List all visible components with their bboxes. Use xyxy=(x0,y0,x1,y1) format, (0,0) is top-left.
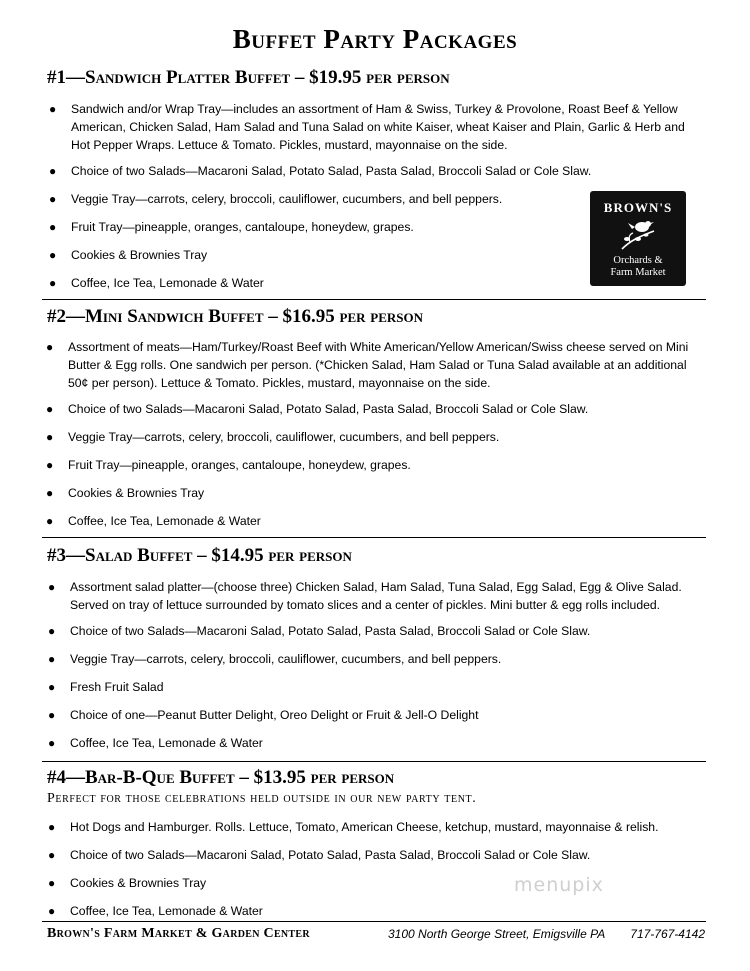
package-4-heading: #4—Bar-B-Que Buffet – $13.95 per person xyxy=(47,767,395,788)
list-item: ● Assortment of meats—Ham/Turkey/Roast Beef with White American/Yellow American/Swiss cheese served on Mini xyxy=(46,340,689,354)
footer-divider xyxy=(42,921,706,922)
footer xyxy=(47,926,705,944)
watermark: menupix xyxy=(514,874,604,896)
list-item: ● Assortment salad platter—(choose three) Chicken Salad, Ham Salad, Tuna Salad, Egg Salad, Egg & Olive Salad. xyxy=(48,580,682,594)
bullet-icon: ● xyxy=(48,708,56,722)
list-item: ● Cookies & Brownies Tray xyxy=(49,248,208,262)
section-divider xyxy=(42,537,706,538)
bullet-icon: ● xyxy=(48,736,56,750)
list-item: ● Choice of two Salads—Macaroni Salad, Potato Salad, Pasta Salad, Broccoli Salad or Cole Slaw. xyxy=(49,164,592,178)
section-divider xyxy=(42,761,706,762)
package-4-subtitle: Perfect for those celebrations held outside in our new party tent. xyxy=(47,791,477,806)
logo-brand: BROWN'S xyxy=(603,200,673,215)
footer-address: 3100 North George Street, Emigsville PA xyxy=(388,927,606,941)
package-3-heading: #3—Salad Buffet – $14.95 per person xyxy=(47,545,352,566)
logo-line-2: Farm Market xyxy=(610,267,666,278)
list-item: ● Cookies & Brownies Tray xyxy=(48,876,207,890)
footer-phone: 717-767-4142 xyxy=(630,927,705,941)
list-item: ● Cookies & Brownies Tray xyxy=(46,486,205,500)
bullet-icon: ● xyxy=(48,652,56,666)
bullet-icon: ● xyxy=(46,458,54,472)
section-divider xyxy=(42,299,706,300)
list-item: ● Veggie Tray—carrots, celery, broccoli, cauliflower, cucumbers, and bell peppers. xyxy=(48,652,502,666)
bullet-icon: ● xyxy=(46,402,54,416)
bullet-icon: ● xyxy=(49,220,57,234)
list-item: ● Choice of two Salads—Macaroni Salad, Potato Salad, Pasta Salad, Broccoli Salad or Cole Slaw. xyxy=(46,402,589,416)
footer-store-name: Brown's Farm Market & Garden Center xyxy=(47,926,310,941)
list-item: ● Coffee, Ice Tea, Lemonade & Water xyxy=(48,904,263,918)
list-item: ● Coffee, Ice Tea, Lemonade & Water xyxy=(46,514,261,528)
list-item: ● Choice of one—Peanut Butter Delight, Oreo Delight or Fruit & Jell-O Delight xyxy=(48,708,479,722)
list-item: ● Choice of two Salads—Macaroni Salad, Potato Salad, Pasta Salad, Broccoli Salad or Cole Slaw. xyxy=(48,848,591,862)
bullet-icon: ● xyxy=(46,430,54,444)
list-item-continued: Served on tray of lettuce surrounded by tomato slices and a center of pickles. Mini butter & egg rolls included. xyxy=(70,598,661,612)
package-1-heading: #1—Sandwich Platter Buffet – $19.95 per person xyxy=(47,67,450,88)
list-item: ● Hot Dogs and Hamburger. Rolls. Lettuce, Tomato, American Cheese, ketchup, mustard, mayonnaise & relish. xyxy=(48,820,659,834)
list-item: ● Fresh Fruit Salad xyxy=(48,680,164,694)
list-item: ● Coffee, Ice Tea, Lemonade & Water xyxy=(49,276,264,290)
bullet-icon: ● xyxy=(48,624,56,638)
bullet-icon: ● xyxy=(49,192,57,206)
list-item: ● Sandwich and/or Wrap Tray—includes an assortment of Ham & Swiss, Turkey & Provolone, Roast Beef & Yellow xyxy=(49,102,678,116)
list-item: ● Fruit Tray—pineapple, oranges, cantaloupe, honeydew, grapes. xyxy=(49,220,414,234)
list-item-continued: American, Chicken Salad, Ham Salad and Tuna Salad on white Kaiser, wheat Kaiser and Plain, Garlic & Herb and xyxy=(71,120,685,134)
bullet-icon: ● xyxy=(46,486,54,500)
bullet-icon: ● xyxy=(49,248,57,262)
bullet-icon: ● xyxy=(48,580,56,594)
bullet-icon: ● xyxy=(48,876,56,890)
list-item: ● Choice of two Salads—Macaroni Salad, Potato Salad, Pasta Salad, Broccoli Salad or Cole Slaw. xyxy=(48,624,591,638)
logo-line-1: Orchards & xyxy=(613,255,663,266)
bullet-icon: ● xyxy=(46,514,54,528)
bullet-icon: ● xyxy=(48,904,56,918)
page-title: Buffet Party Packages xyxy=(232,24,518,54)
list-item: ● Fruit Tray—pineapple, oranges, cantaloupe, honeydew, grapes. xyxy=(46,458,411,472)
list-item: ● Veggie Tray—carrots, celery, broccoli, cauliflower, cucumbers, and bell peppers. xyxy=(49,192,503,206)
list-item: ● Veggie Tray—carrots, celery, broccoli, cauliflower, cucumbers, and bell peppers. xyxy=(46,430,500,444)
bullet-icon: ● xyxy=(49,164,57,178)
bullet-icon: ● xyxy=(49,276,57,290)
bullet-icon: ● xyxy=(48,680,56,694)
package-2-heading: #2—Mini Sandwich Buffet – $16.95 per person xyxy=(47,306,423,327)
bullet-icon: ● xyxy=(49,102,57,116)
bullet-icon: ● xyxy=(48,820,56,834)
bullet-icon: ● xyxy=(46,340,54,354)
list-item-continued: Hot Pepper Wraps. Lettuce & Tomato. Pickles, mustard, mayonnaise on the side. xyxy=(71,138,508,152)
list-item: ● Coffee, Ice Tea, Lemonade & Water xyxy=(48,736,263,750)
browns-logo xyxy=(590,191,686,286)
list-item-continued: 50¢ per person). Lettuce & Tomato. Pickles, mustard, mayonnaise on the side. xyxy=(68,376,491,390)
list-item-continued: Butter & Egg rolls. One sandwich per person. (*Chicken Salad, Ham Salad or Tuna Salad available at an additional xyxy=(68,358,687,372)
bullet-icon: ● xyxy=(48,848,56,862)
bird-branch-icon xyxy=(618,217,658,253)
